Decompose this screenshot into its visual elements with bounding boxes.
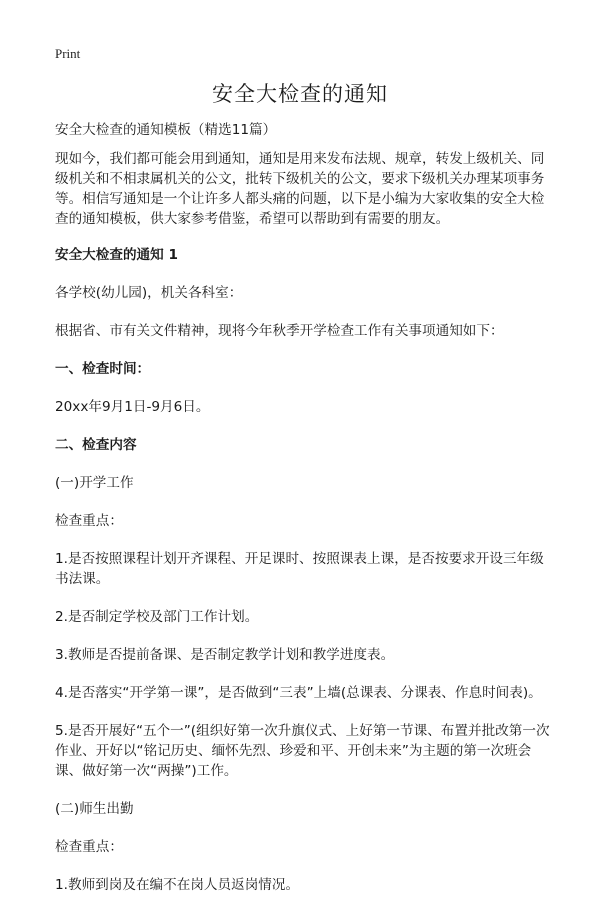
list-item: 2.是否制定学校及部门工作计划。 bbox=[55, 609, 259, 625]
list-item: 1.教师到岗及在编不在岗人员返岗情况。 bbox=[55, 877, 300, 893]
salutation: 各学校(幼儿园)，机关各科室： bbox=[55, 285, 243, 301]
heading-inspection-content: 二、检查内容 bbox=[55, 437, 137, 453]
preamble-paragraph: 根据省、市有关文件精神，现将今年秋季开学检查工作有关事项通知如下： bbox=[55, 323, 504, 339]
list-item: 1.是否按照课程计划开齐课程、开足课时、按照课表上课，是否按要求开设三年级书法课。 bbox=[55, 551, 544, 587]
list-item: 4.是否落实“开学第一课”，是否做到“三表”上墙(总课表、分课表、作息时间表)。 bbox=[55, 685, 542, 701]
document-body bbox=[55, 120, 555, 913]
document-subtitle: 安全大检查的通知模板（精选11篇） bbox=[55, 122, 277, 138]
subsection-opening-work: (一)开学工作 bbox=[55, 475, 134, 491]
inspection-focus-label: 检查重点： bbox=[55, 839, 123, 855]
print-link[interactable]: Print bbox=[55, 46, 81, 61]
inspection-time-value: 20xx年9月1日-9月6日。 bbox=[55, 399, 210, 415]
subsection-attendance: (二)师生出勤 bbox=[55, 801, 134, 817]
section-heading: 安全大检查的通知 1 bbox=[55, 247, 178, 263]
list-item: 5.是否开展好“五个一”(组织好第一次升旗仪式、上好第一节课、布置并批改第一次作业、开好以“铭记历史、缅怀先烈、珍爱和平、开创未来”为主题的第一次班会课、做好第一次“两操”)工作。 bbox=[55, 723, 550, 779]
intro-paragraph: 现如今，我们都可能会用到通知，通知是用来发布法规、规章，转发上级机关、同级机关和不相隶属机关的公文，批转下级机关的公文，要求下级机关办理某项事务等。相信写通知是一个让许多人都头痛的问题，以下是小编为大家收集的安全大检查的通知模板，供大家参考借鉴，希望可以帮助到有需要的朋友。 bbox=[55, 151, 545, 227]
list-item: 3.教师是否提前备课、是否制定教学计划和教学进度表。 bbox=[55, 647, 395, 663]
page-title: 安全大检查的通知 bbox=[212, 82, 388, 106]
inspection-focus-label: 检查重点： bbox=[55, 513, 123, 529]
heading-inspection-time: 一、检查时间： bbox=[55, 361, 151, 377]
